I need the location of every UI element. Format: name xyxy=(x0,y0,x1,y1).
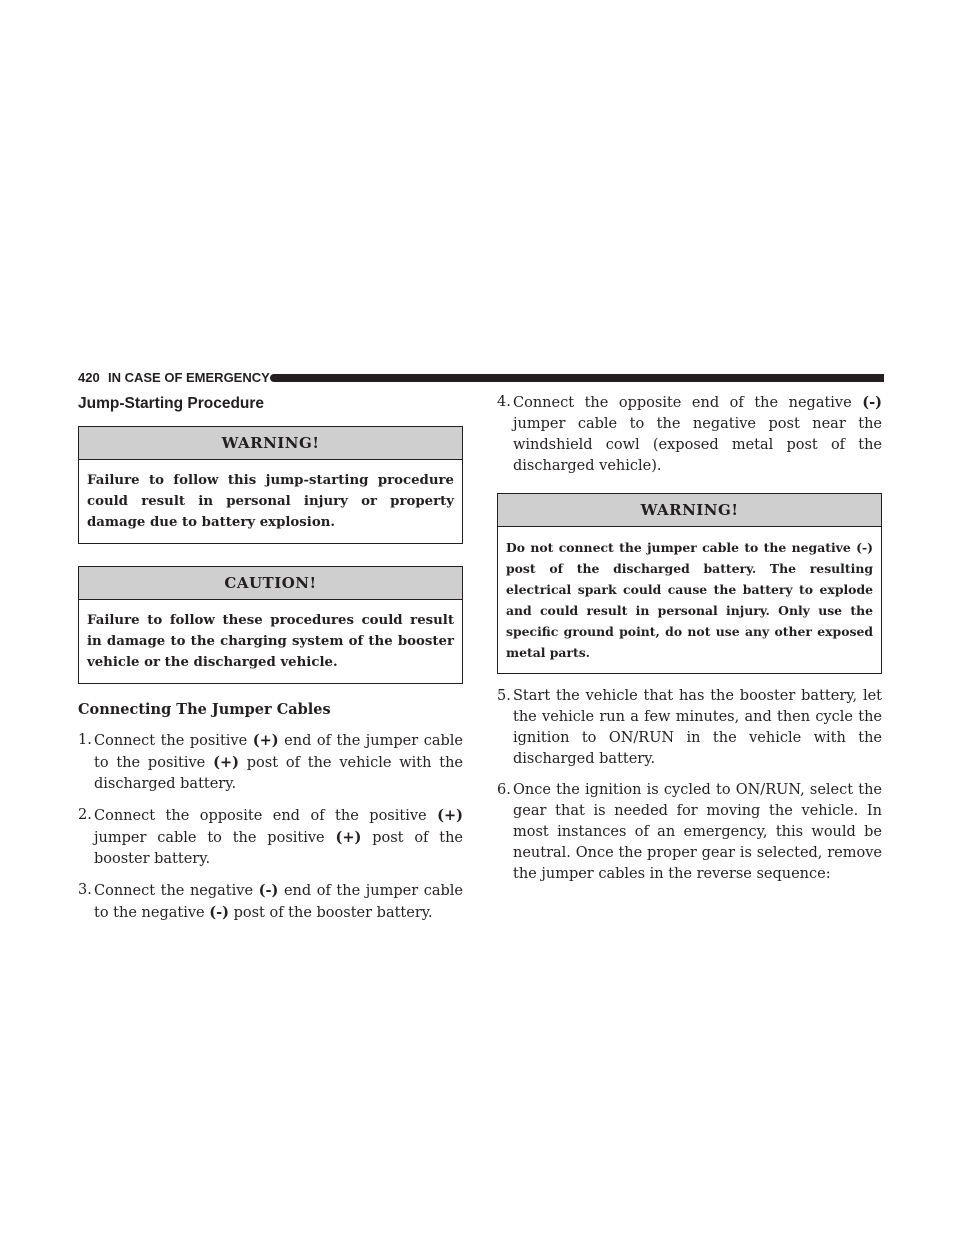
left-column xyxy=(78,392,463,934)
step-number: 4. xyxy=(497,394,511,410)
step-4 xyxy=(497,392,882,477)
section-name: IN CASE OF EMERGENCY xyxy=(108,370,270,385)
right-column xyxy=(497,392,882,895)
step-2 xyxy=(78,805,463,870)
step-5 xyxy=(497,686,882,770)
section-title: Jump-Starting Procedure xyxy=(78,395,265,412)
step-6 xyxy=(497,780,882,885)
step-number: 2. xyxy=(78,807,92,823)
step-text: Once the ignition is cycled to ON/RUN, select the gear that is needed for moving the vehicle. In most instances of an emergency, this would be neutral. Once the proper gear is selected, remove the jumper cables in the reverse sequence: xyxy=(513,782,882,882)
step-1 xyxy=(78,730,463,795)
header-rule xyxy=(270,374,884,382)
step-number: 6. xyxy=(497,782,511,798)
page-header xyxy=(78,370,884,386)
warning-box xyxy=(78,426,463,544)
warning-label: WARNING! xyxy=(498,494,881,527)
step-text: Start the vehicle that has the booster battery, let the vehicle run a few minutes, and then cycle the ignition to ON/RUN in the vehicle with the discharged battery. xyxy=(513,688,882,767)
warning-text: Failure to follow this jump-starting procedure could result in personal injury or property damage due to battery explosion. xyxy=(87,473,454,530)
caution-box xyxy=(78,566,463,684)
caution-label: CAUTION! xyxy=(79,567,462,600)
warning-box xyxy=(497,493,882,674)
page-number: 420 xyxy=(78,370,100,385)
warning-label: WARNING! xyxy=(79,427,462,460)
step-number: 3. xyxy=(78,882,92,898)
warning-text: Do not connect the jumper cable to the negative (-) post of the discharged battery. The resulting electrical spark could cause the battery to explode and could result in personal injury. Only use the specific ground point, do not use any other exposed metal parts. xyxy=(506,540,873,660)
subheading: Connecting The Jumper Cables xyxy=(78,701,331,718)
step-text: Connect the negative (-) end of the jumper cable to the negative (-) post of the booster battery. xyxy=(94,882,463,921)
step-number: 1. xyxy=(78,732,92,748)
step-3 xyxy=(78,880,463,924)
step-text: Connect the opposite end of the positive (+) jumper cable to the positive (+) post of the booster battery. xyxy=(94,807,464,867)
caution-text: Failure to follow these procedures could result in damage to the charging system of the booster vehicle or the discharged vehicle. xyxy=(87,613,454,670)
step-text: Connect the opposite end of the negative (-) jumper cable to the negative post near the windshield cowl (exposed metal post of the discharged vehicle). xyxy=(513,394,882,474)
step-number: 5. xyxy=(497,688,511,704)
step-text: Connect the positive (+) end of the jumper cable to the positive (+) post of the vehicle with the discharged battery. xyxy=(94,732,463,792)
